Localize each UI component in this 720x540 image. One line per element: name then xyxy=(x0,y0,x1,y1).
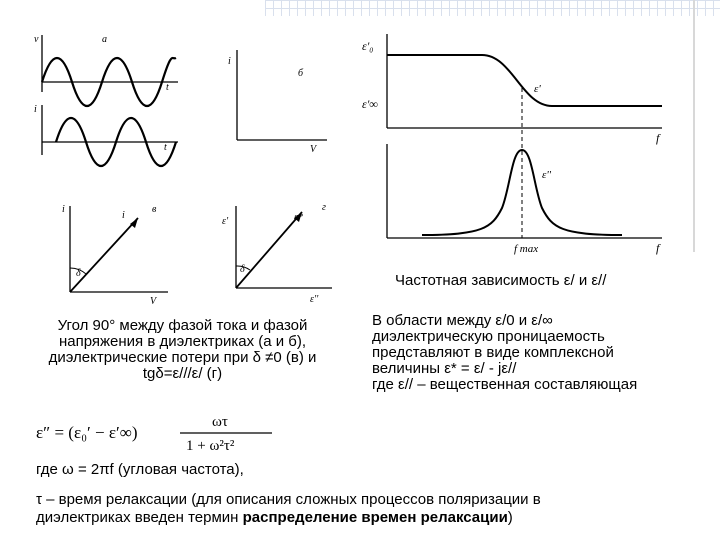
tau-line-2-end: ) xyxy=(507,509,513,526)
formula-lhs: ε″ = (ε₀′ − ε′∞) xyxy=(36,423,138,442)
fig-a-panel-label: а xyxy=(102,34,107,45)
fig-b-panel-label: б xyxy=(298,68,304,79)
tau-line-2-plain: диэлектриках введен термин xyxy=(36,509,243,526)
figure-a-sinusoids xyxy=(34,30,180,160)
tau-definition-line-2 xyxy=(36,510,513,526)
left-caption xyxy=(10,318,355,382)
fig-v-vector-label: i xyxy=(122,210,125,221)
right-text-line-4: величины ε* = ε/ - jε// xyxy=(372,360,517,377)
left-caption-line-4: tgδ=ε///ε/ (г) xyxy=(142,365,223,382)
fig-g-angle: δ xyxy=(240,264,245,275)
fig-v-angle: δ xyxy=(76,268,81,279)
fig-g-panel-label: г xyxy=(322,202,326,213)
left-caption-line-3: диэлектрические потери при δ ≠0 (в) и xyxy=(48,349,317,366)
tau-definition-line-1: τ – время релаксации (для описания сложных процессов поляризации в xyxy=(36,491,541,508)
right-text-line-2: диэлектрическую проницаемость xyxy=(372,328,605,345)
fig-b-x-axis: V xyxy=(310,144,317,155)
fig-a-y-upper: v xyxy=(34,34,39,45)
fig-g-x-axis: ε'' xyxy=(310,294,319,305)
fig-a-x-upper: t xyxy=(166,82,169,93)
header-grid-decoration xyxy=(265,0,720,16)
formula-numerator: ωτ xyxy=(212,414,228,430)
freq-eps0-label: ε'₀ xyxy=(362,39,374,53)
left-caption-line-1: Угол 90° между фазой тока и фазой xyxy=(57,317,308,334)
freq-fmax-label: f max xyxy=(514,243,539,255)
omega-definition: где ω = 2πf (угловая частота), xyxy=(36,461,244,478)
fig-a-y-lower: i xyxy=(34,104,37,115)
right-text-line-3: представляют в виде комплексной xyxy=(372,344,614,361)
figure-g-vector xyxy=(222,198,347,308)
fig-g-vector-label: ε* xyxy=(294,212,303,223)
fig-v-y-axis: i xyxy=(62,204,65,215)
divider-line xyxy=(693,0,695,252)
freq-epsinf-label: ε'∞ xyxy=(362,97,378,111)
fig-a-x-lower: t xyxy=(164,142,167,153)
formula-denominator: 1 + ω²τ² xyxy=(186,438,235,454)
relaxation-formula xyxy=(34,408,274,456)
fig-b-y-axis: i xyxy=(228,56,231,67)
freq-eps-double-label: ε'' xyxy=(542,169,552,181)
fig-v-panel-label: в xyxy=(152,204,157,215)
right-text-line-1: В области между ε/0 и ε/∞ xyxy=(372,312,553,329)
fig-v-x-axis: V xyxy=(150,296,157,307)
right-text-line-5: где ε// – вещественная составляющая xyxy=(372,376,638,393)
freq-f-axis-top: f xyxy=(656,131,660,145)
figure-frequency-dependence xyxy=(362,28,677,256)
frequency-caption: Частотная зависимость ε/ и ε// xyxy=(395,272,607,289)
figure-b-axes xyxy=(222,40,332,155)
freq-eps-prime-label: ε' xyxy=(534,83,541,95)
fig-g-y-axis: ε' xyxy=(222,216,229,227)
tau-line-2-bold-term: распределение времен релаксации xyxy=(242,509,508,526)
left-caption-line-2: напряжения в диэлектриках (а и б), xyxy=(58,333,307,350)
freq-f-axis-bottom: f xyxy=(656,241,660,255)
right-explanation xyxy=(372,313,702,393)
figure-v-vector xyxy=(58,198,178,308)
